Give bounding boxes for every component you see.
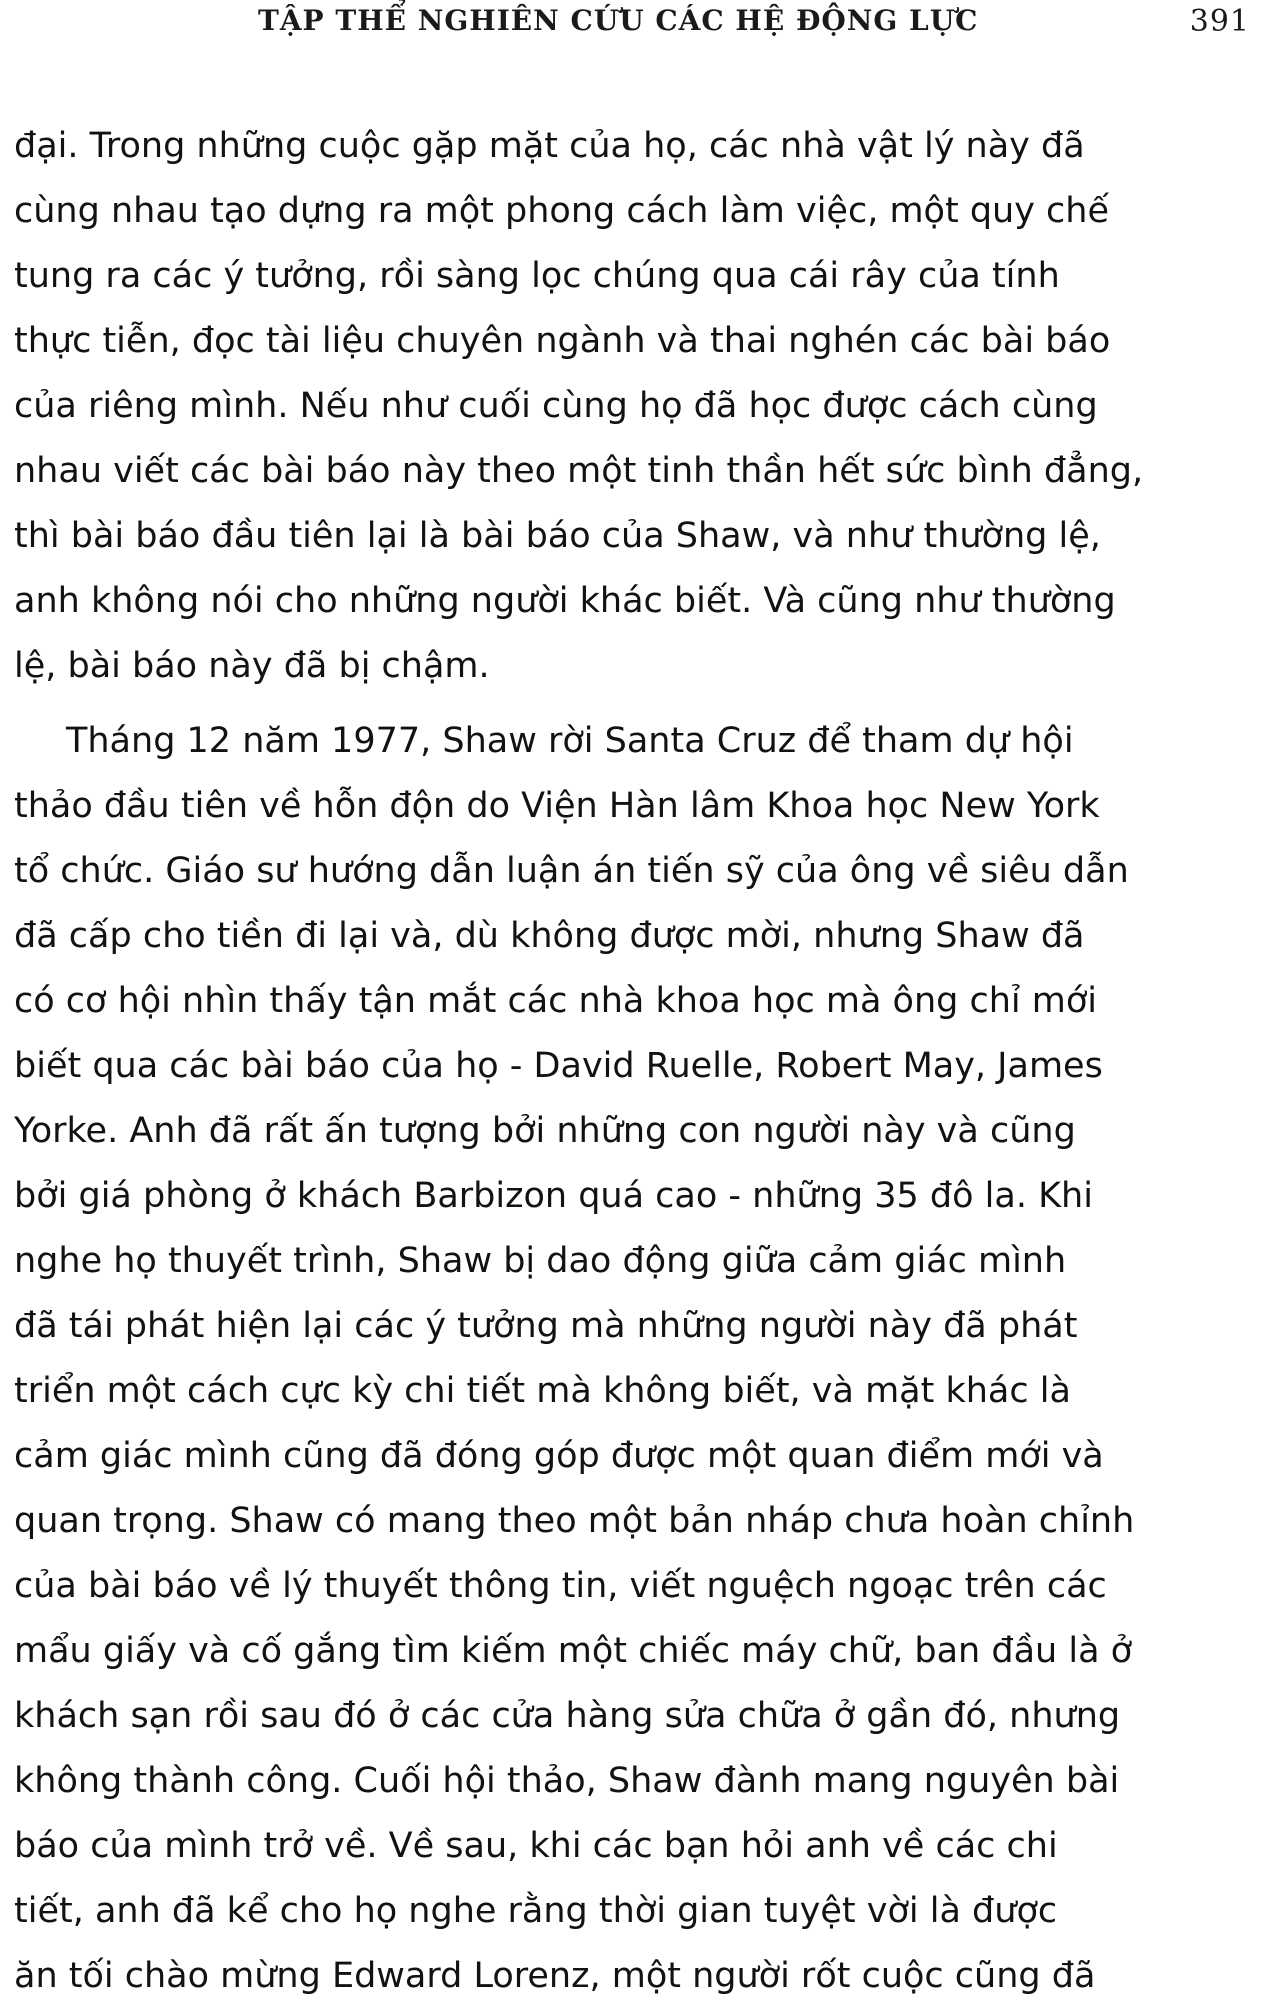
text-line: khách sạn rồi sau đó ở các cửa hàng sửa chữa ở gần đó, nhưng	[14, 1696, 1121, 1736]
text-line: thì bài báo đầu tiên lại là bài báo của Shaw, và như thường lệ,	[14, 516, 1101, 556]
text-line: mẩu giấy và cố gắng tìm kiếm một chiếc máy chữ, ban đầu là ở	[14, 1631, 1133, 1671]
text-line: đại. Trong những cuộc gặp mặt của họ, các nhà vật lý này đã	[14, 126, 1085, 166]
text-line: lệ, bài báo này đã bị chậm.	[14, 646, 490, 686]
text-line: Yorke. Anh đã rất ấn tượng bởi những con người này và cũng	[14, 1111, 1076, 1151]
text-line: triển một cách cực kỳ chi tiết mà không biết, và mặt khác là	[14, 1371, 1071, 1411]
text-line: biết qua các bài báo của họ - David Ruelle, Robert May, James	[14, 1046, 1103, 1086]
text-line: cảm giác mình cũng đã đóng góp được một quan điểm mới và	[14, 1436, 1104, 1476]
text-line: nhau viết các bài báo này theo một tinh thần hết sức bình đẳng,	[14, 451, 1144, 491]
text-line: bởi giá phòng ở khách Barbizon quá cao - những 35 đô la. Khi	[14, 1176, 1093, 1216]
paragraph-gap	[14, 699, 1266, 709]
text-line: thực tiễn, đọc tài liệu chuyên ngành và thai nghén các bài báo	[14, 321, 1111, 361]
text-line: của bài báo về lý thuyết thông tin, viết nguệch ngoạc trên các	[14, 1566, 1107, 1606]
page-header	[258, 4, 1258, 44]
text-line: ăn tối chào mừng Edward Lorenz, một người rốt cuộc cũng đã	[14, 1956, 1096, 1996]
text-line: không thành công. Cuối hội thảo, Shaw đành mang nguyên bài	[14, 1761, 1120, 1801]
text-line: tổ chức. Giáo sư hướng dẫn luận án tiến sỹ của ông về siêu dẫn	[14, 851, 1129, 891]
page-number: 391	[1189, 4, 1250, 39]
paragraph	[14, 114, 1266, 699]
text-line: tiết, anh đã kể cho họ nghe rằng thời gian tuyệt vời là được	[14, 1891, 1058, 1931]
text-line: quan trọng. Shaw có mang theo một bản nháp chưa hoàn chỉnh	[14, 1501, 1135, 1541]
text-line: Tháng 12 năm 1977, Shaw rời Santa Cruz để tham dự hội	[66, 721, 1074, 761]
text-line: thảo đầu tiên về hỗn độn do Viện Hàn lâm Khoa học New York	[14, 786, 1100, 826]
text-line: có cơ hội nhìn thấy tận mắt các nhà khoa học mà ông chỉ mới	[14, 981, 1097, 1021]
text-line: tung ra các ý tưởng, rồi sàng lọc chúng qua cái rây của tính	[14, 256, 1060, 296]
text-line: nghe họ thuyết trình, Shaw bị dao động giữa cảm giác mình	[14, 1241, 1067, 1281]
text-line: đã tái phát hiện lại các ý tưởng mà những người này đã phát	[14, 1306, 1078, 1346]
text-line: anh không nói cho những người khác biết. Và cũng như thường	[14, 581, 1116, 621]
running-title: TẬP THỂ NGHIÊN CỨU CÁC HỆ ĐỘNG LỰC	[258, 4, 979, 37]
text-line: cùng nhau tạo dựng ra một phong cách làm việc, một quy chế	[14, 191, 1110, 231]
paragraph	[14, 709, 1266, 2009]
text-line: đã cấp cho tiền đi lại và, dù không được mời, nhưng Shaw đã	[14, 916, 1085, 956]
text-line: báo của mình trở về. Về sau, khi các bạn hỏi anh về các chi	[14, 1826, 1058, 1866]
text-line: của riêng mình. Nếu như cuối cùng họ đã học được cách cùng	[14, 386, 1098, 426]
body-text	[14, 114, 1266, 2009]
